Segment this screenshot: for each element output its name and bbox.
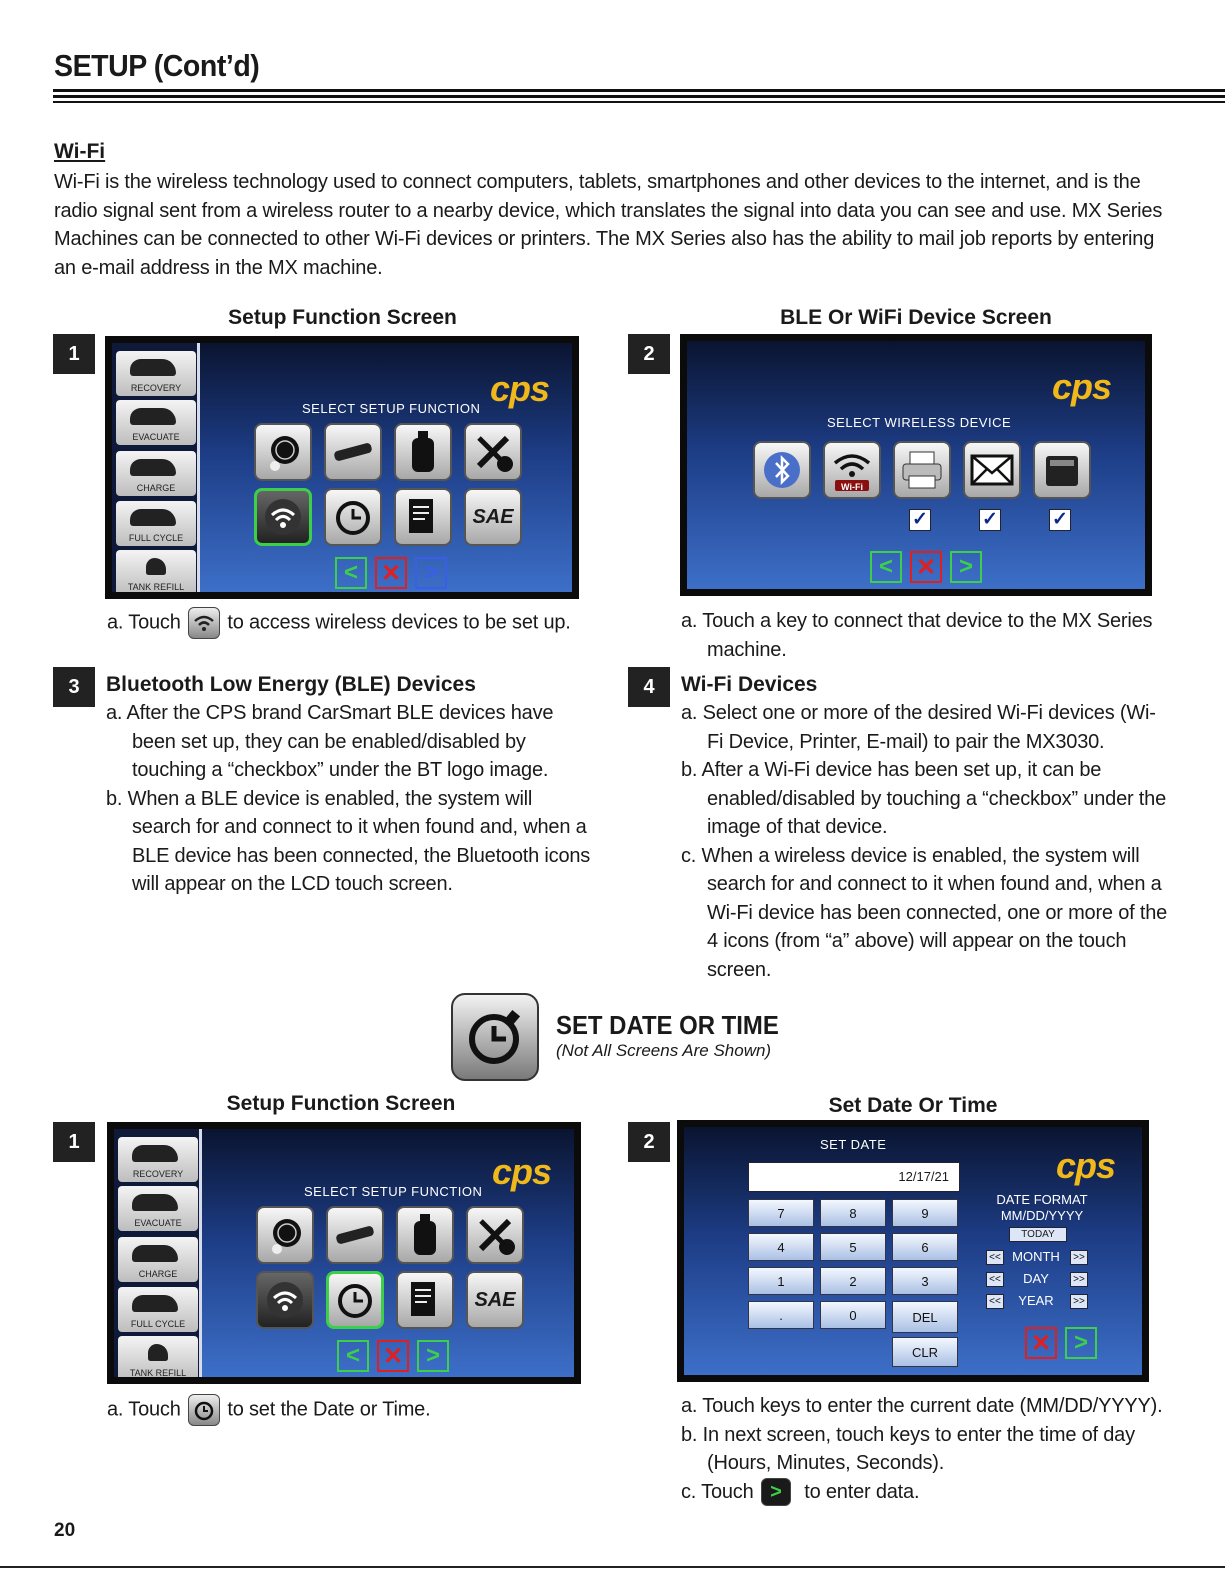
tank-icon <box>148 1344 168 1361</box>
list-item: b. When a BLE device is enabled, the system will search for and connect to it when found and, when a BLE device has been connected, the Bluetooth icons will appear on the LCD touch screen. <box>106 787 591 895</box>
key-6[interactable]: 6 <box>892 1233 958 1261</box>
datetime-heading: SET DATE OR TIME <box>556 1010 779 1040</box>
tools-tile[interactable] <box>464 423 522 481</box>
dt-fig2-instructions: a. Touch keys to enter the current date (MM/DD/YYYY). b. In next screen, touch keys to enter the time of day (Hours, Minutes, Seconds). c. Touch > to enter data. <box>681 1392 1171 1506</box>
car-icon <box>132 1194 178 1211</box>
sidebar-item-charge[interactable]: CHARGE <box>116 451 196 496</box>
day-next-button[interactable]: >> <box>1070 1272 1088 1287</box>
month-next-button[interactable]: >> <box>1070 1250 1088 1265</box>
receipt-printer-icon <box>1042 450 1082 490</box>
sidebar-item-evacuate[interactable]: EVACUATE <box>118 1186 198 1231</box>
key-5[interactable]: 5 <box>820 1233 886 1261</box>
mail-icon <box>970 453 1014 487</box>
language-tile[interactable] <box>256 1206 314 1264</box>
sidebar-item-full-cycle[interactable]: FULL CYCLE <box>116 501 196 546</box>
printer-tile[interactable] <box>893 441 951 499</box>
sidebar-item-recovery[interactable]: RECOVERY <box>118 1137 198 1182</box>
car-icon <box>132 1145 178 1162</box>
tools-tile[interactable] <box>466 1206 524 1264</box>
sidebar-item-tank-refill[interactable]: TANK REFILL <box>116 550 196 595</box>
clock-icon <box>451 993 539 1081</box>
list-item: a. Touch keys to enter the current date (MM/DD/YYYY). <box>681 1395 1163 1417</box>
enter-button[interactable]: > <box>1065 1327 1097 1359</box>
list-item: a. Select one or more of the desired Wi-Fi devices (Wi-Fi Device, Printer, E-mail) to pair the MX3030. <box>681 702 1156 753</box>
dt-fig2-caption: Set Date Or Time <box>828 1094 998 1117</box>
date-format-label: DATE FORMAT <box>996 1192 1088 1207</box>
email-checkbox[interactable]: ✓ <box>979 509 1001 531</box>
page-number: 20 <box>54 1520 76 1541</box>
wifi-icon <box>263 497 303 537</box>
key-1[interactable]: 1 <box>748 1267 814 1295</box>
sae-tile[interactable] <box>466 1271 524 1329</box>
footer-rule <box>0 1566 1225 1568</box>
step-number: 4 <box>628 667 670 707</box>
month-prev-button[interactable]: << <box>986 1250 1004 1265</box>
forward-button[interactable]: > <box>417 1340 449 1372</box>
mobile-printer-checkbox[interactable]: ✓ <box>1049 509 1071 531</box>
key-4[interactable]: 4 <box>748 1233 814 1261</box>
list-item: c. When a wireless device is enabled, the system will search for and connect to it when found and, when a Wi-Fi device has been connected, one or more of the 4 icons (from “a” above) will appear on the touch screen. <box>681 844 1168 981</box>
title-rule-1 <box>53 89 1225 92</box>
step-number: 1 <box>53 334 95 374</box>
wifi-icon <box>265 1280 305 1320</box>
globe-icon <box>265 1215 305 1255</box>
date-display: 12/17/21 <box>748 1162 960 1192</box>
car-icon <box>130 509 176 526</box>
sidebar-item-tank-refill[interactable]: TANK REFILL <box>118 1336 198 1381</box>
sidebar-item-charge[interactable]: CHARGE <box>118 1237 198 1282</box>
list-item: a. After the CPS brand CarSmart BLE devices have been set up, they can be enabled/disabled by touching a “checkbox” under the BT logo image. <box>106 702 554 781</box>
email-tile[interactable] <box>963 441 1021 499</box>
title-rule-3 <box>53 101 1225 103</box>
cancel-button[interactable]: ✕ <box>377 1340 409 1372</box>
sidebar-item-recovery[interactable]: RECOVERY <box>116 351 196 396</box>
step-number: 1 <box>53 1122 95 1162</box>
setup-function-screen-2 <box>107 1122 581 1384</box>
globe-icon <box>263 432 303 472</box>
tank-icon <box>408 430 438 474</box>
car-icon <box>132 1245 178 1262</box>
step-number: 2 <box>628 1122 670 1162</box>
delete-key[interactable]: DEL <box>892 1301 958 1333</box>
bluetooth-tile[interactable] <box>753 441 811 499</box>
day-label: DAY <box>1023 1271 1049 1286</box>
today-button[interactable]: TODAY <box>1009 1227 1067 1242</box>
setup-function-screen <box>105 336 579 599</box>
fig1-instruction: a. Touch to access wireless devices to be set up. <box>107 607 587 639</box>
forward-button[interactable]: > <box>415 557 447 589</box>
cancel-button[interactable]: ✕ <box>910 551 942 583</box>
wifi-heading: Wi-Fi <box>54 140 106 163</box>
page-title: SETUP (Cont’d) <box>54 48 260 83</box>
back-button[interactable]: < <box>335 557 367 589</box>
printer-checkbox[interactable]: ✓ <box>909 509 931 531</box>
sidebar <box>112 343 200 592</box>
key-0[interactable]: 0 <box>820 1301 886 1329</box>
sae-tile[interactable] <box>464 488 522 546</box>
tank-tile[interactable] <box>396 1206 454 1264</box>
cps-logo: cps <box>490 368 550 409</box>
sidebar-item-evacuate[interactable]: EVACUATE <box>116 400 196 445</box>
wifi-devices-heading: Wi-Fi Devices <box>681 673 818 696</box>
cps-logo: cps <box>492 1151 552 1192</box>
ble-heading: Bluetooth Low Energy (BLE) Devices <box>106 673 476 696</box>
screen-title: SELECT SETUP FUNCTION <box>304 1184 483 1199</box>
car-icon <box>130 459 176 476</box>
forward-button[interactable]: > <box>950 551 982 583</box>
bluetooth-icon <box>762 450 802 490</box>
key-8[interactable]: 8 <box>820 1199 886 1227</box>
wireless-tile[interactable] <box>254 488 312 546</box>
ble-section <box>106 673 596 899</box>
document-icon <box>405 497 441 537</box>
year-label: YEAR <box>1018 1293 1054 1308</box>
step-number: 3 <box>53 667 95 707</box>
set-date-screen <box>677 1120 1149 1382</box>
cancel-button[interactable]: ✕ <box>1025 1327 1057 1359</box>
dt-fig1-instruction: a. Touch to set the Date or Time. <box>107 1394 587 1426</box>
wifi-devices-section <box>681 673 1169 984</box>
clock-icon <box>333 497 373 537</box>
wifi-icon <box>188 607 220 639</box>
dt-fig1-caption: Setup Function Screen <box>226 1092 456 1115</box>
printer-icon <box>900 450 944 490</box>
clock-tile[interactable] <box>326 1271 384 1329</box>
tools-icon <box>471 430 515 474</box>
chevron-right-icon: > <box>761 1478 791 1506</box>
report-tile[interactable] <box>394 488 452 546</box>
key-3[interactable]: 3 <box>892 1267 958 1295</box>
car-icon <box>130 359 176 376</box>
wireless-device-screen <box>680 334 1152 596</box>
cancel-button[interactable]: ✕ <box>375 557 407 589</box>
cps-logo: cps <box>1056 1145 1116 1186</box>
clock-tile[interactable] <box>324 488 382 546</box>
back-button[interactable]: < <box>337 1340 369 1372</box>
list-item: b. In next screen, touch keys to enter the time of day (Hours, Minutes, Seconds). <box>681 1423 1135 1474</box>
hose-icon <box>334 1220 376 1250</box>
clear-key[interactable]: CLR <box>892 1337 958 1367</box>
clock-icon <box>188 1394 220 1426</box>
year-prev-button[interactable]: << <box>986 1294 1004 1309</box>
title-rule-2 <box>53 95 1225 98</box>
hose-tile[interactable] <box>324 423 382 481</box>
sae-logo: SAE <box>474 1288 516 1311</box>
fig1-caption: Setup Function Screen <box>228 306 457 329</box>
fig2-caption: BLE Or WiFi Device Screen <box>780 306 1052 329</box>
year-next-button[interactable]: >> <box>1070 1294 1088 1309</box>
tank-icon <box>146 558 166 575</box>
key-7[interactable]: 7 <box>748 1199 814 1227</box>
back-button[interactable]: < <box>870 551 902 583</box>
month-label: MONTH <box>1012 1249 1060 1264</box>
language-tile[interactable] <box>254 423 312 481</box>
screen-title: SET DATE <box>820 1137 887 1152</box>
key-9[interactable]: 9 <box>892 1199 958 1227</box>
list-item: b. After a Wi-Fi device has been set up, it can be enabled/disabled by touching a “checkbox” under the image of that device. <box>681 759 1167 838</box>
screen-title: SELECT WIRELESS DEVICE <box>827 415 1012 430</box>
report-tile[interactable] <box>396 1271 454 1329</box>
wifi-intro: Wi-Fi is the wireless technology used to connect computers, tablets, smartphones and other devices to the internet, and is the radio signal sent from a wireless router to a nearby device, which translates the signal into data you can see and use. MX Series Machines can be connected to other Wi-Fi devices or printers. The MX Series also has the ability to mail job reports by entering an e-mail address in the MX machine. <box>54 171 1163 279</box>
hose-icon <box>332 437 374 467</box>
key-2[interactable]: 2 <box>820 1267 886 1295</box>
mobile-printer-tile[interactable] <box>1033 441 1091 499</box>
document-icon <box>407 1280 443 1320</box>
sidebar-item-full-cycle[interactable]: FULL CYCLE <box>118 1287 198 1332</box>
wireless-tile[interactable] <box>256 1271 314 1329</box>
clock-icon <box>335 1280 375 1320</box>
car-icon <box>130 408 176 425</box>
fig2-instruction: a. Touch a key to connect that device to the MX Series machine. <box>681 610 1153 661</box>
day-prev-button[interactable]: << <box>986 1272 1004 1287</box>
wifi-device-tile[interactable] <box>823 441 881 499</box>
screen-title: SELECT SETUP FUNCTION <box>302 401 481 416</box>
tank-icon <box>410 1213 440 1257</box>
cps-logo: cps <box>1052 366 1112 407</box>
tools-icon <box>473 1213 517 1257</box>
datetime-subheading: (Not All Screens Are Shown) <box>556 1041 772 1060</box>
car-icon <box>132 1295 178 1312</box>
tank-tile[interactable] <box>394 423 452 481</box>
wifi-label: Wi-Fi <box>841 482 863 492</box>
step-number: 2 <box>628 334 670 374</box>
sae-logo: SAE <box>472 505 514 528</box>
sidebar <box>114 1129 202 1377</box>
date-format-value: MM/DD/YYYY <box>1000 1208 1084 1223</box>
hose-tile[interactable] <box>326 1206 384 1264</box>
key-dot[interactable]: . <box>748 1301 814 1329</box>
